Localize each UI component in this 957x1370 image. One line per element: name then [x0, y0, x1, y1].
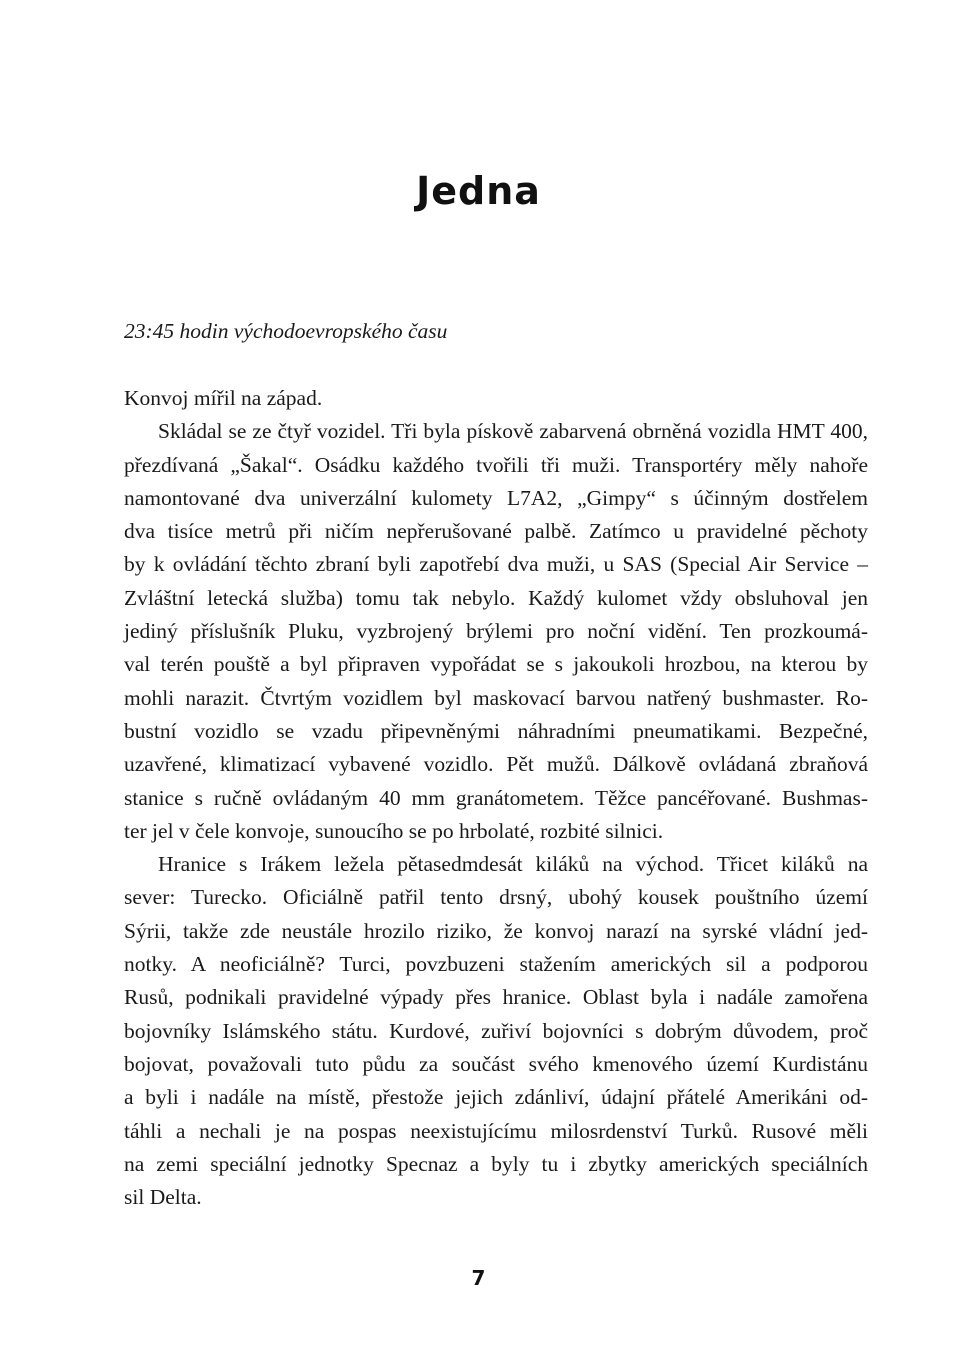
paragraph	[124, 415, 868, 848]
timestamp-heading: 23:45 hodin východoevropského času	[124, 319, 448, 343]
text-line: na zemi speciální jednotky Specnaz a byly tu i zbytky amerických speciálních	[124, 1151, 868, 1176]
chapter-title: Jedna	[416, 169, 541, 213]
text-line: táhli a nechali je na pospas neexistujícímu milosrdenství Turků. Rusové měli	[124, 1118, 868, 1143]
text-line: bustní vozidlo se vzadu připevněnými náhradními pneumatikami. Bezpečné,	[124, 718, 868, 743]
paragraph	[124, 382, 868, 415]
text-line: stanice s ručně ovládaným 40 mm granátometem. Těžce pancéřované. Bushmas-	[124, 785, 868, 810]
text-line: sil Delta.	[124, 1185, 202, 1210]
text-line: bojovat, považovali tuto půdu za součást svého kmenového území Kurdistánu	[124, 1051, 868, 1076]
text-line: jediný příslušník Pluku, vyzbrojený brýlemi pro noční vidění. Ten prozkoumá-	[124, 619, 868, 644]
text-line: a byli i nadále na místě, přestože jejich zdánliví, údajní přátelé Amerikáni od-	[124, 1085, 868, 1110]
body-text	[124, 382, 868, 1214]
page-number: 7	[471, 1266, 486, 1290]
text-line: Hranice s Irákem ležela pětasedmdesát kiláků na východ. Třicet kiláků na	[158, 852, 868, 877]
text-line: Skládal se ze čtyř vozidel. Tři byla pískově zabarvená obrněná vozidla HMT 400,	[158, 419, 868, 444]
text-line: bojovníky Islámského státu. Kurdové, zuřiví bojovníci s dobrým důvodem, proč	[124, 1018, 868, 1043]
text-line: notky. A neoficiálně? Turci, povzbuzeni stažením amerických sil a podporou	[124, 952, 868, 977]
text-line: dva tisíce metrů při ničím nepřerušované palbě. Zatímco u pravidelné pěchoty	[124, 519, 868, 544]
text-line: by k ovládání těchto zbraní byli zapotřebí dva muži, u SAS (Special Air Service –	[124, 552, 868, 577]
text-line: sever: Turecko. Oficiálně patřil tento drsný, ubohý kousek pouštního území	[124, 885, 868, 910]
text-line: Konvoj mířil na západ.	[124, 386, 323, 410]
text-line: namontované dva univerzální kulomety L7A2, „Gimpy“ s účinným dostřelem	[124, 485, 868, 510]
text-line: ter jel v čele konvoje, sunoucího se po hrbolaté, rozbité silnici.	[124, 818, 664, 843]
text-line: uzavřené, klimatizací vybavené vozidlo. Pět mužů. Dálkově ovládaná zbraňová	[124, 752, 868, 777]
text-line: Zvláštní letecká služba) tomu tak nebylo. Každý kulomet vždy obsluhoval jen	[124, 585, 868, 610]
text-line: Sýrii, takže zde neustále hrozilo riziko, že konvoj narazí na syrské vládní jed-	[124, 918, 868, 943]
text-line: přezdívaná „Šakal“. Osádku každého tvořili tři muži. Transportéry měly nahoře	[124, 452, 868, 477]
text-line: mohli narazit. Čtvrtým vozidlem byl maskovací barvou natřený bushmaster. Ro-	[124, 685, 868, 710]
paragraph	[124, 848, 868, 1214]
text-line: val terén pouště a byl připraven vypořádat se s jakoukoli hrozbou, na kterou by	[124, 652, 868, 677]
text-line: Rusů, podnikali pravidelné výpady přes hranice. Oblast byla i nadále zamořena	[124, 985, 868, 1010]
